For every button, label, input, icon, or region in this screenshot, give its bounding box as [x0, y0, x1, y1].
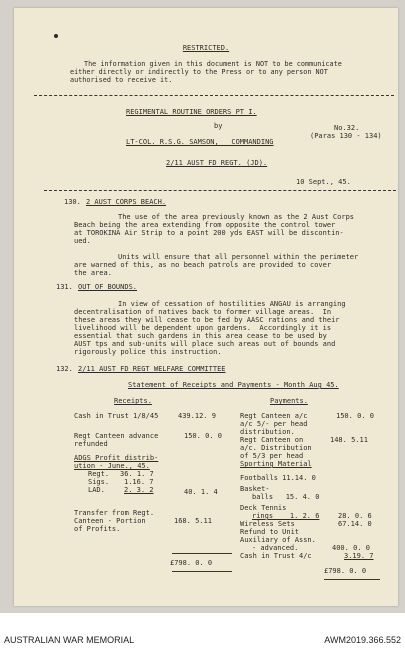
- classification-label: RESTRICTED.: [182, 44, 230, 52]
- payment-label: Basket-: [240, 485, 270, 493]
- accession-number: AWM2019.366.552: [324, 635, 401, 645]
- para-130-line: the area.: [74, 269, 112, 277]
- orders-unit: 2/11 AUST FD REGT. (JD).: [166, 159, 268, 167]
- payment-label: Refund to Unit: [240, 528, 300, 536]
- payment-amount: 400. 0. 0: [332, 544, 370, 552]
- payments-total: £798. 0. 0: [324, 567, 367, 575]
- orders-date: 10 Sept., 45.: [296, 178, 351, 186]
- receipts-transfer: 168. 5.11: [174, 517, 212, 525]
- payment-label: Sporting Material: [240, 460, 312, 468]
- payment-label: a/c. Distribution: [240, 444, 312, 452]
- notice-line-2: either directly or indirectly to the Press or to any person NOT: [70, 68, 328, 76]
- punch-hole: [54, 34, 58, 38]
- payment-label: Auxiliary of Assn.: [240, 536, 316, 544]
- receipts-total-rule: [172, 553, 232, 554]
- header-divider: [34, 95, 394, 96]
- receipt-label: LAD.: [88, 486, 105, 494]
- receipts-total-rule-double: [172, 571, 232, 572]
- credit-institution: AUSTRALIAN WAR MEMORIAL: [4, 635, 135, 645]
- payment-label: - advanced.: [252, 544, 299, 552]
- para-130-line: are warned of this, as no beach patrols are provided to cover: [74, 261, 332, 269]
- para-131-line: rigorously police this instruction.: [74, 348, 222, 356]
- receipt-label: Transfer from Regt.: [74, 509, 155, 517]
- para-131-line: these areas they will cease to be fed by AASC rations and their: [74, 316, 340, 324]
- orders-heading: REGIMENTAL ROUTINE ORDERS PT I.: [126, 108, 257, 116]
- credit-bar: [0, 613, 405, 653]
- receipt-amount: 36. 1. 7: [120, 470, 154, 478]
- orders-commander: LT-COL. R.S.G. SAMSON, COMMANDING: [126, 138, 274, 146]
- receipt-label: Canteen - Portion: [74, 517, 146, 525]
- payment-label: balls 15. 4. 0: [252, 493, 320, 501]
- orders-paras: (Paras 130 - 134): [310, 132, 382, 140]
- para-131-line: essential that such gardens in this area cease to be used by: [74, 332, 327, 340]
- receipt-label: of Profits.: [74, 525, 121, 533]
- receipt-label: Cash in Trust 1/8/45: [74, 412, 159, 420]
- payment-amount: 28. 0. 6: [338, 512, 372, 520]
- payment-label: Footballs 11.14. 0: [240, 474, 316, 482]
- payment-label: Regt Canteen on: [240, 436, 304, 444]
- receipt-amount: 439.12. 9: [178, 412, 216, 420]
- document-page: [14, 8, 398, 606]
- receipt-amount: 1.16. 7: [124, 478, 154, 486]
- receipt-label: ADGS Profit distrib-: [74, 454, 159, 462]
- payment-label: a/c 5/- per head: [240, 420, 308, 428]
- para-132-number: 132.: [56, 365, 73, 373]
- payment-amount: 67.14. 0: [338, 520, 372, 528]
- para-130-line: ued.: [74, 237, 91, 245]
- payment-label: Deck Tennis: [240, 504, 287, 512]
- statement-heading: Statement of Receipts and Payments - Month Aug 45.: [128, 381, 339, 389]
- para-130-line: at TOROKINA Air Strip to a point 200 yds EAST will be discontin-: [74, 229, 344, 237]
- title-divider: [44, 190, 396, 191]
- payment-label: distribution.: [240, 428, 295, 436]
- payment-amount: 150. 0. 0: [336, 412, 374, 420]
- receipt-label: Regt.: [88, 470, 110, 478]
- payment-label: Wireless Sets: [240, 520, 295, 528]
- para-132-title: 2/11 AUST FD REGT WELFARE COMMITTEE: [78, 365, 226, 373]
- payment-label: Regt Canteen a/c: [240, 412, 308, 420]
- payment-amount: 3.19. 7: [344, 552, 374, 560]
- para-130-title: 2 AUST CORPS BEACH.: [86, 198, 167, 206]
- para-131-line: AUST tps and sub-units will place such areas out of bounds and: [74, 340, 336, 348]
- orders-by: by: [214, 122, 223, 130]
- receipt-label: ution - June., 45.: [74, 462, 150, 470]
- para-130-number: 130.: [64, 198, 81, 206]
- orders-number: No.32.: [334, 124, 360, 132]
- notice-line-1: The information given in this document is NOT to be communicate: [84, 60, 342, 68]
- receipts-heading: Receipts.: [114, 397, 152, 405]
- payment-amount: 148. 5.11: [330, 436, 368, 444]
- para-130-line: Units will ensure that all personnel within the perimeter: [118, 253, 359, 261]
- payments-total-rule-double: [324, 579, 380, 580]
- payment-label: of 5/3 per head: [240, 452, 304, 460]
- notice-line-3: authorised to receive it.: [70, 76, 173, 84]
- para-130-line: The use of the area previously known as the 2 Aust Corps: [118, 213, 355, 221]
- para-131-line: In view of cessation of hostilities ANGAU is arranging: [118, 300, 346, 308]
- payment-label: rings 1. 2. 6: [252, 512, 320, 520]
- payments-heading: Payments.: [270, 397, 308, 405]
- receipt-label: Regt Canteen advance: [74, 432, 159, 440]
- receipts-total: £798. 0. 0: [170, 559, 213, 567]
- para-131-title: OUT OF BOUNDS.: [78, 283, 138, 291]
- receipts-subtotal: 40. 1. 4: [184, 488, 218, 496]
- para-131-line: decentralisation of natives back to former village areas. In: [74, 308, 332, 316]
- para-130-line: Beach being the area extending from opposite the control tower: [74, 221, 336, 229]
- receipt-label: refunded: [74, 440, 108, 448]
- para-131-line: livelihood will be dependent upon gardens. Accordingly it is: [74, 324, 332, 332]
- receipt-amount: 150. 0. 0: [184, 432, 222, 440]
- receipt-amount: 2. 3. 2: [124, 486, 154, 494]
- payment-label: Cash in Trust 4/c: [240, 552, 312, 560]
- para-131-number: 131.: [56, 283, 73, 291]
- receipt-label: Sigs.: [88, 478, 110, 486]
